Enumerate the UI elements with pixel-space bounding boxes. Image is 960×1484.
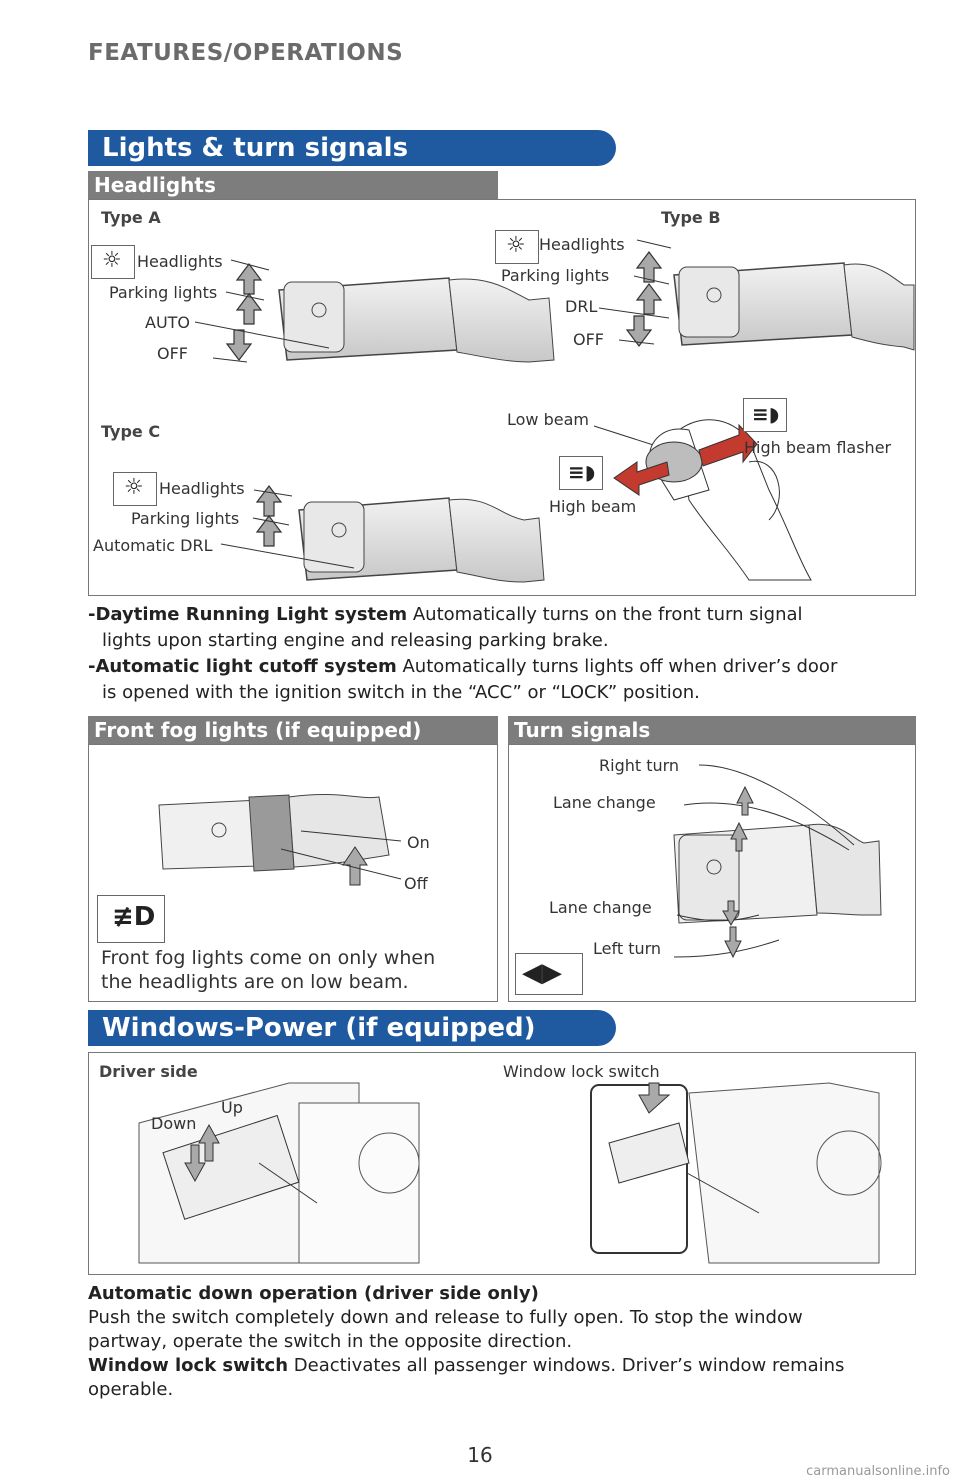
cutoff-text: Automatically turns lights off when driver’s door	[402, 656, 838, 677]
left-turn-label: Left turn	[593, 939, 662, 958]
watermark: carmanualsonline.info	[806, 1464, 950, 1479]
fog-note-1: Front fog lights come on only when	[101, 947, 436, 969]
headlights-diagram-box	[88, 199, 916, 596]
type-a-auto-label: AUTO	[145, 313, 191, 332]
drl-description	[88, 602, 918, 706]
type-a-lever-illustration	[279, 278, 554, 362]
type-b-off-label: OFF	[573, 330, 604, 349]
lane-change-up-label: Lane change	[553, 793, 656, 812]
low-beam-label: Low beam	[507, 410, 589, 429]
drl-text-2: lights upon starting engine and releasing parking brake.	[102, 630, 609, 651]
high-beam-icon: ≡◗	[559, 456, 603, 490]
cutoff-term: -Automatic light cutoff system	[88, 656, 397, 677]
lock-switch-text: Deactivates all passenger windows. Driver’s window remains	[293, 1355, 845, 1376]
type-b-headlights-label: Headlights	[539, 235, 625, 254]
window-up-label: Up	[221, 1098, 243, 1117]
auto-down-text-2: partway, operate the switch in the opposite direction.	[88, 1331, 573, 1352]
type-b-title: Type B	[661, 208, 721, 227]
turn-diagram-box	[508, 744, 916, 1002]
lock-switch-text-2: operable.	[88, 1379, 174, 1400]
page-section-title: FEATURES/OPERATIONS	[88, 40, 404, 66]
headlights-subheader: Headlights	[88, 171, 498, 199]
turn-subheader: Turn signals	[508, 716, 916, 744]
windows-banner: Windows-Power (if equipped)	[88, 1010, 616, 1046]
fog-on-label: On	[407, 833, 430, 852]
type-a-off-label: OFF	[157, 344, 188, 363]
fog-subheader: Front fog lights (if equipped)	[88, 716, 498, 744]
lane-change-down-label: Lane change	[549, 898, 652, 917]
high-beam-label: High beam	[549, 497, 637, 516]
auto-down-text-1: Push the switch completely down and release to fully open. To stop the window	[88, 1307, 803, 1328]
fog-off-label: Off	[404, 874, 428, 893]
cutoff-text-2: is opened with the ignition switch in the “ACC” or “LOCK” position.	[102, 682, 700, 703]
headlight-icon: ☼	[91, 245, 135, 279]
headlight-icon: ☼	[495, 230, 539, 264]
window-lock-switch-label: Window lock switch	[503, 1062, 660, 1081]
auto-down-title: Automatic down operation (driver side only)	[88, 1283, 539, 1304]
drl-term: -Daytime Running Light system	[88, 604, 408, 625]
type-b-lever-illustration	[674, 263, 914, 350]
type-c-title: Type C	[101, 422, 161, 441]
fog-light-icon: ≢D	[97, 895, 165, 943]
type-c-auto-drl-label: Automatic DRL	[93, 536, 213, 555]
type-b-parking-label: Parking lights	[501, 266, 610, 285]
type-a-title: Type A	[101, 208, 161, 227]
type-c-headlights-label: Headlights	[159, 479, 245, 498]
driver-side-door-illustration	[139, 1083, 419, 1263]
drl-text: Automatically turns on the front turn signal	[412, 604, 803, 625]
driver-side-title: Driver side	[99, 1062, 198, 1081]
page-number: 16	[467, 1443, 493, 1467]
fog-diagram-box	[88, 744, 498, 1002]
windows-illustration	[89, 1053, 915, 1274]
type-c-parking-label: Parking lights	[131, 509, 240, 528]
type-b-drl-label: DRL	[565, 297, 598, 316]
fog-note-2: the headlights are on low beam.	[101, 971, 409, 993]
headlight-icon: ☼	[113, 472, 157, 506]
window-down-label: Down	[151, 1114, 197, 1133]
lock-switch-term: Window lock switch	[88, 1355, 289, 1376]
windows-diagram-box	[88, 1052, 916, 1275]
high-beam-flasher-label: High beam flasher	[744, 438, 892, 457]
high-beam-icon: ≡◗	[743, 398, 787, 432]
type-a-parking-label: Parking lights	[109, 283, 218, 302]
right-turn-label: Right turn	[599, 756, 680, 775]
turn-signal-arrows-icon: ◀▶	[515, 953, 583, 995]
lights-banner: Lights & turn signals	[88, 130, 616, 166]
type-c-lever-illustration	[299, 498, 544, 582]
window-lock-switch-illustration	[591, 1083, 881, 1263]
windows-description	[88, 1282, 918, 1402]
type-a-headlights-label: Headlights	[137, 252, 223, 271]
